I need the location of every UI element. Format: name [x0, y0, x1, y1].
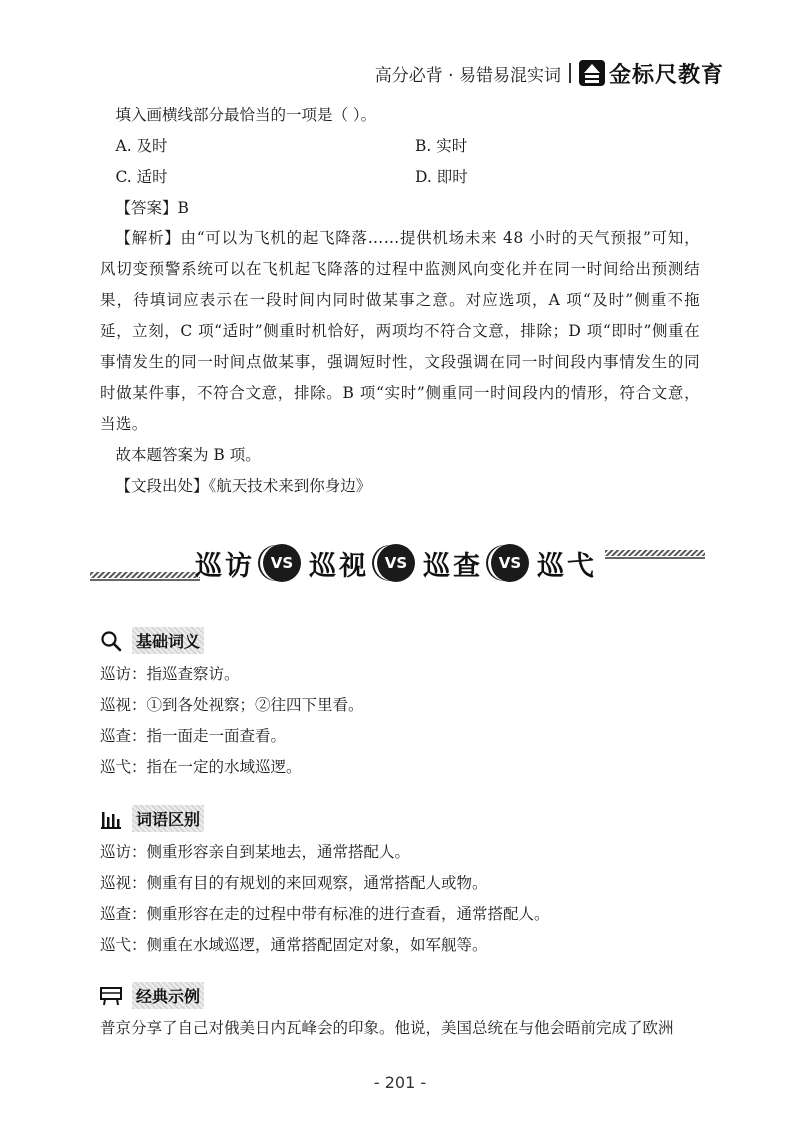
brand-name: 金标尺教育 — [608, 62, 724, 88]
bar-chart-icon — [100, 808, 122, 830]
meaning-item: 巡视：①到各处视察；②往四下里看。 — [100, 696, 364, 714]
header-tagline: 高分必背 · 易错易混实词 — [374, 65, 561, 86]
options-grid — [100, 131, 700, 193]
meaning-list — [100, 659, 700, 783]
vs-badge: VS — [377, 544, 415, 582]
option-a: A. 及时 — [115, 137, 168, 155]
difference-item: 巡查：侧重形容在走的过程中带有标准的进行查看，通常搭配人。 — [100, 905, 550, 923]
meaning-item: 巡访：指巡查察访。 — [100, 665, 240, 683]
meaning-item: 巡弋：指在一定的水域巡逻。 — [100, 758, 302, 776]
meaning-item: 巡查：指一面走一面查看。 — [100, 727, 287, 745]
brand-logo-icon — [579, 60, 605, 86]
search-icon — [100, 630, 122, 652]
section-difference-title — [100, 805, 204, 832]
vs-badge: VS — [263, 544, 301, 582]
banner-word-3: 巡查 — [423, 550, 483, 582]
analysis-block — [100, 223, 700, 502]
section-example-label: 经典示例 — [132, 982, 204, 1009]
section-example-title — [100, 982, 204, 1009]
example-list — [100, 1013, 700, 1044]
example-item: 普京分享了自己对俄美日内瓦峰会的印象。他说，美国总统在与他会晤前完成了欧洲 — [100, 1019, 674, 1037]
analysis-source: 【文段出处】《航天技术来到你身边》 — [115, 477, 372, 495]
question-prompt: 填入画横线部分最恰当的一项是（ ）。 — [115, 106, 377, 124]
difference-item: 巡访：侧重形容亲自到某地去，通常搭配人。 — [100, 843, 411, 861]
banner-word-1: 巡访 — [195, 550, 255, 582]
section-meaning-title — [100, 627, 204, 654]
section-difference-label: 词语区别 — [132, 805, 204, 832]
difference-item: 巡视：侧重有目的有规划的来回观察，通常搭配人或物。 — [100, 874, 488, 892]
page-header — [375, 58, 724, 88]
banner-words — [195, 538, 597, 588]
analysis-paragraph: 【解析】由“可以为飞机的起飞降落……提供机场未来 48 小时的天气预报”可知，风切变预警系统可以在飞机起飞降落的过程中监测风向变化并在同一时间给出预测结果，待填词应表示在一段时间内同时做某事之意。对应选项，A 项“及时”侧重不拖延，立刻，C 项“适时”侧重时机恰好，两项均不符合文意，排除；D 项“即时”侧重在事情发生的同一时间点做某事，强调短时性，文段强调在同一时间段内事情发生的同时做某件事，不符合文意，排除。B 项“实时”侧重同一时间段内的情形，符合文意，当选。 — [100, 229, 700, 433]
section-meaning-label: 基础词义 — [132, 627, 204, 654]
option-d: D. 即时 — [415, 168, 468, 186]
brand-logo — [579, 58, 724, 89]
difference-item: 巡弋：侧重在水域巡逻，通常搭配固定对象，如军舰等。 — [100, 936, 488, 954]
difference-list — [100, 837, 700, 961]
banner-word-2: 巡视 — [309, 550, 369, 582]
cart-icon — [100, 985, 122, 1007]
option-c: C. 适时 — [115, 168, 168, 186]
analysis-conclusion: 故本题答案为 B 项。 — [115, 446, 261, 464]
banner-word-4: 巡弋 — [537, 550, 597, 582]
page-number: - 201 - — [373, 1073, 427, 1092]
option-b: B. 实时 — [415, 137, 468, 155]
vs-badge: VS — [491, 544, 529, 582]
question-block — [100, 100, 700, 224]
header-separator — [569, 63, 571, 83]
answer-line: 【答案】B — [115, 199, 189, 217]
comparison-banner — [90, 528, 710, 598]
